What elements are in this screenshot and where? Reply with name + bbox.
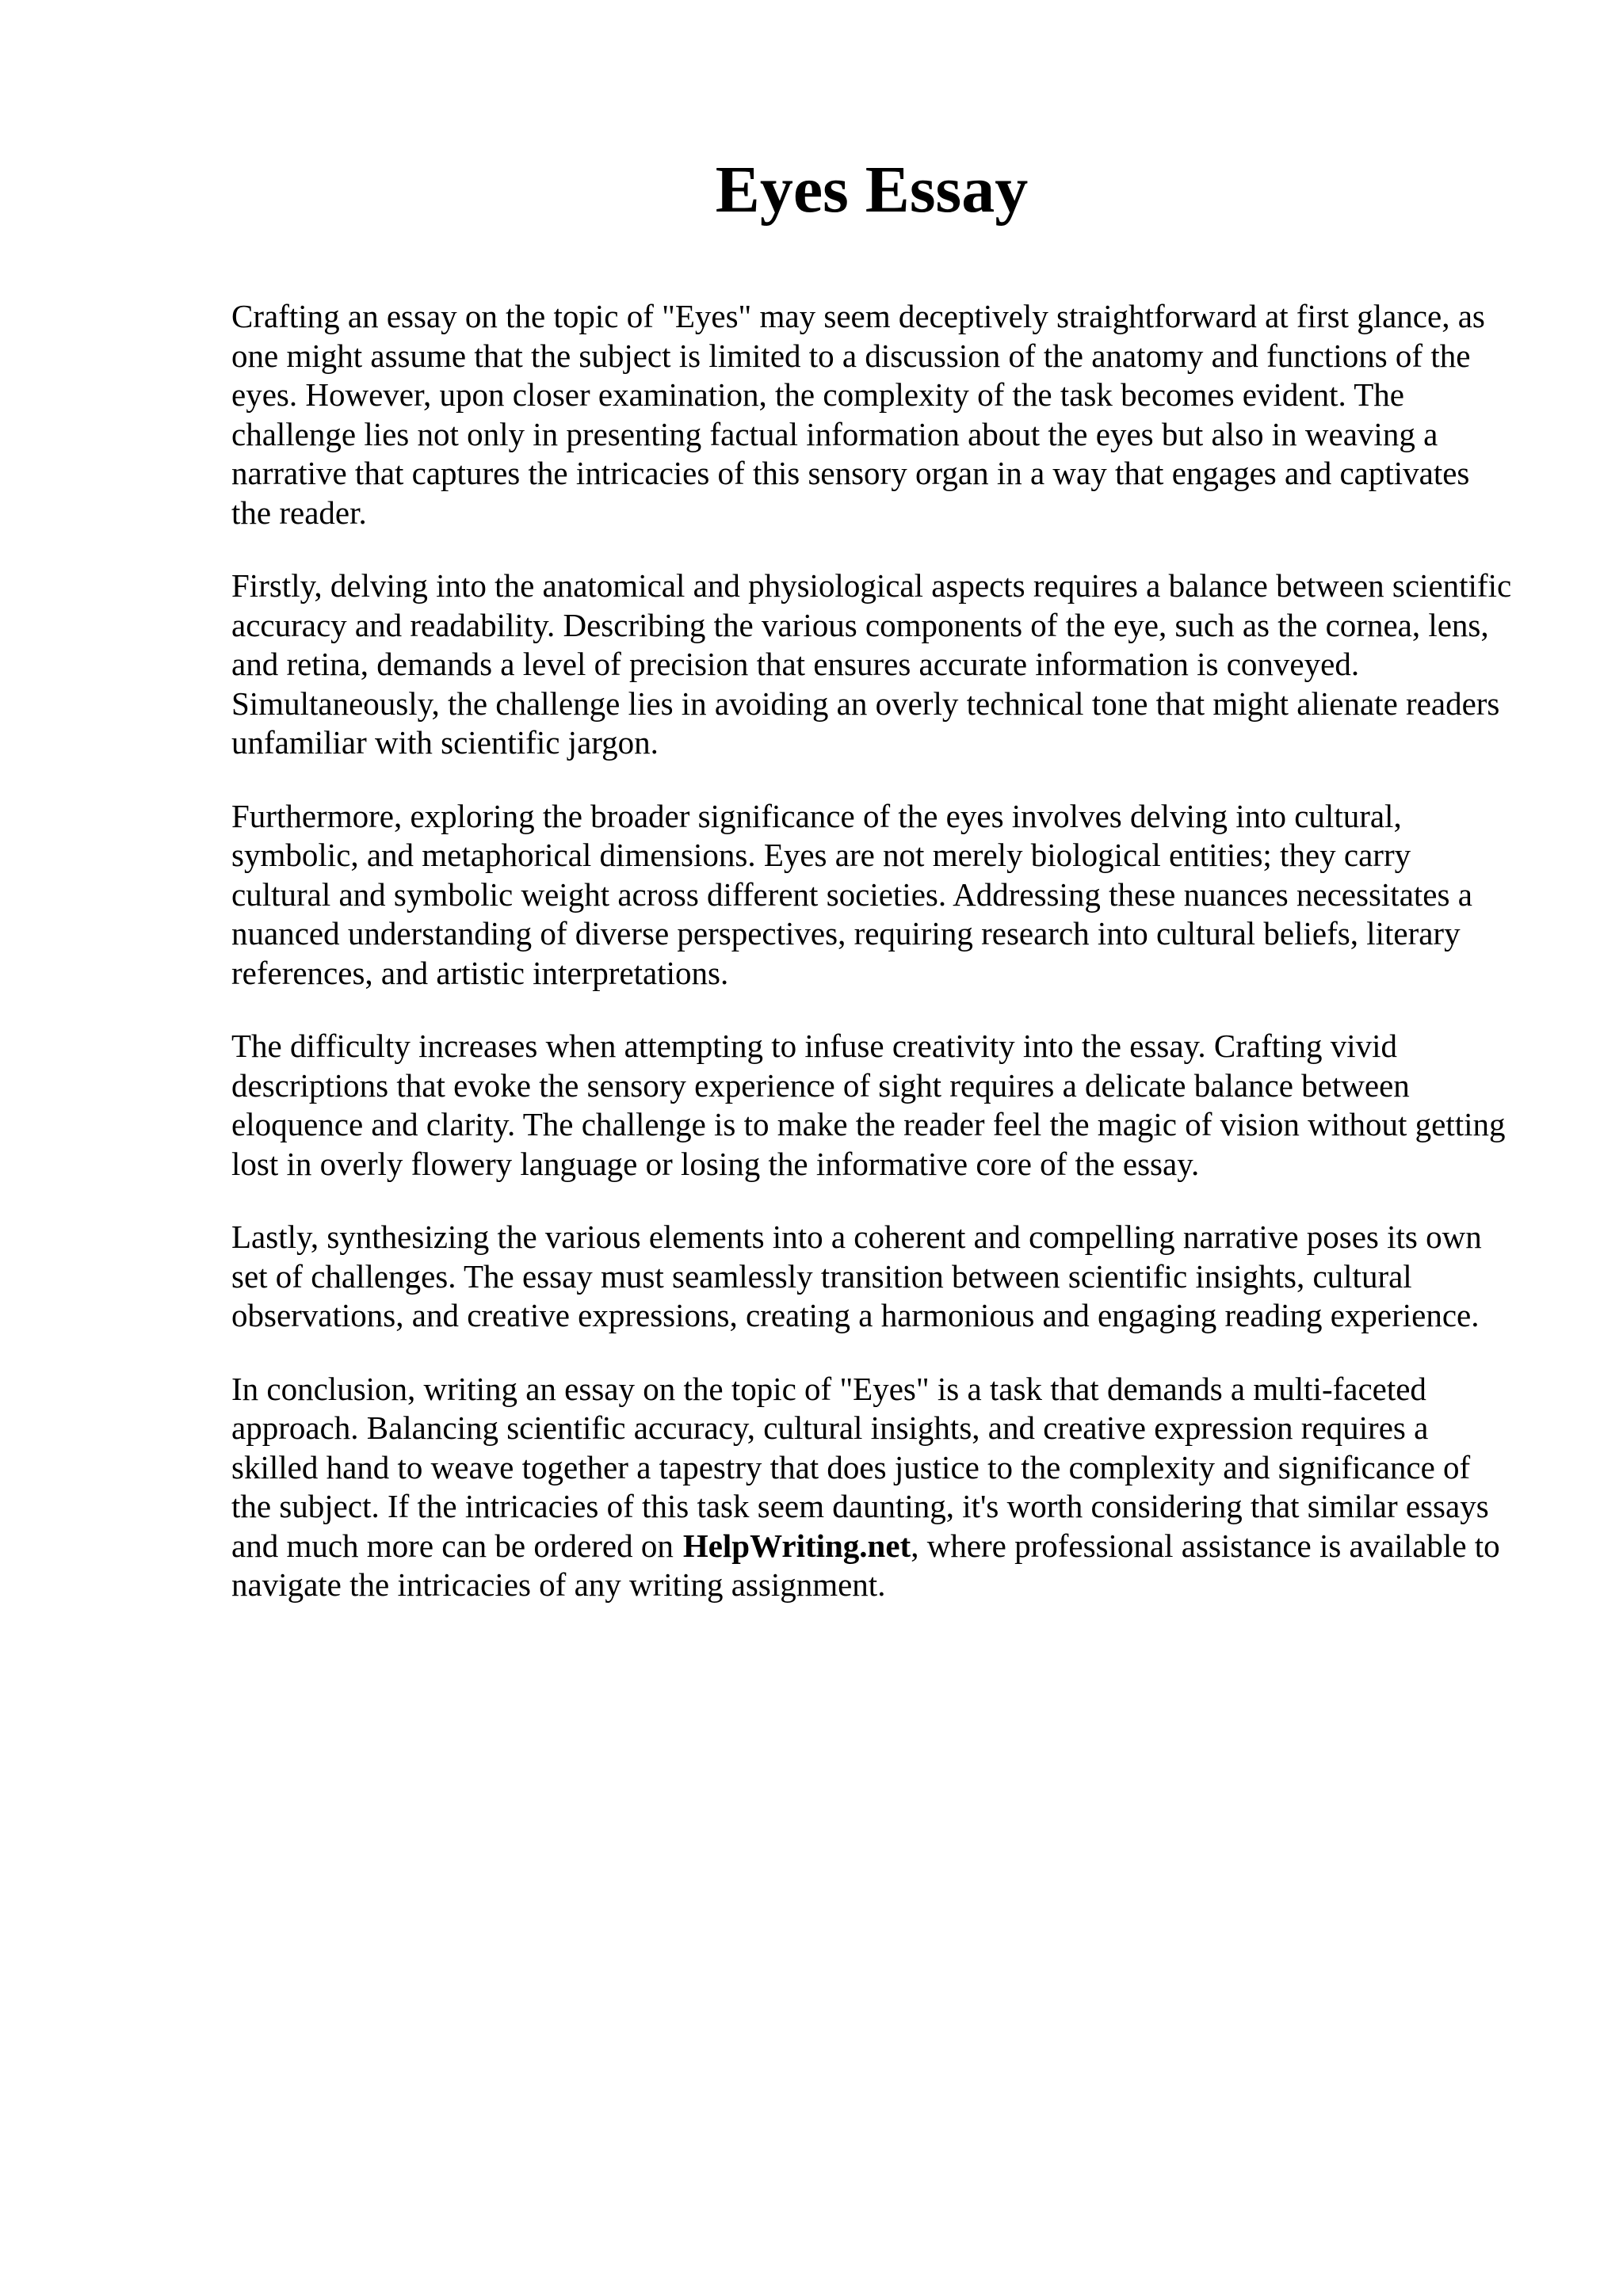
conclusion-text-after: , where professional assistance is available to navigate the intricacies of any writing assignment. <box>231 1527 1500 1603</box>
paragraph-1: Crafting an essay on the topic of "Eyes" may seem deceptively straightforward at first glance, as one might assume that the subject is limited to a discussion of the anatomy and functions of the eyes. However, upon closer examination, the complexity of the task becomes evident. The challenge lies not only in presenting factual information about the eyes but also in weaving a narrative that captures the intricacies of this sensory organ in a way that engages and captivates the reader. <box>231 298 1485 531</box>
paragraph-5: Lastly, synthesizing the various elements into a coherent and compelling narrative poses its own set of challenges. The essay must seamlessly transition between scientific insights, cultural observations, and creative expressions, creating a harmonious and engaging reading experience. <box>231 1219 1482 1333</box>
paragraph-conclusion <box>231 1370 1515 1605</box>
page-title: Eyes Essay <box>715 153 1029 227</box>
brand-link[interactable]: HelpWriting.net <box>682 1527 911 1564</box>
paragraph-4: The difficulty increases when attempting to infuse creativity into the essay. Crafting vivid descriptions that evoke the sensory experience of sight requires a delicate balance between eloquence and clarity. The challenge is to make the reader feel the magic of vision without getting lost in overly flowery language or losing the informative core of the essay. <box>231 1028 1506 1182</box>
paragraph-2: Firstly, delving into the anatomical and physiological aspects requires a balance between scientific accuracy and readability. Describing the various components of the eye, such as the cornea, lens, and retina, demands a level of precision that ensures accurate information is conveyed. Simultaneously, the challenge lies in avoiding an overly technical tone that might alienate readers unfamiliar with scientific jargon. <box>231 567 1512 761</box>
paragraph-3: Furthermore, exploring the broader significance of the eyes involves delving into cultural, symbolic, and metaphorical dimensions. Eyes are not merely biological entities; they carry cultural and symbolic weight across different societies. Addressing these nuances necessitates a nuanced understanding of diverse perspectives, requiring research into cultural beliefs, literary references, and artistic interpretations. <box>231 797 1472 991</box>
essay-body <box>231 297 1515 1639</box>
conclusion-text-before: In conclusion, writing an essay on the topic of "Eyes" is a task that demands a multi-faceted approach. Balancing scientific accuracy, cultural insights, and creative expression requires a skilled hand to weave together a tapestry that does justice to the complexity and significance of the subject. If the intricacies of this task seem daunting, it's worth considering that similar essays and much more can be ordered on <box>231 1370 1489 1564</box>
